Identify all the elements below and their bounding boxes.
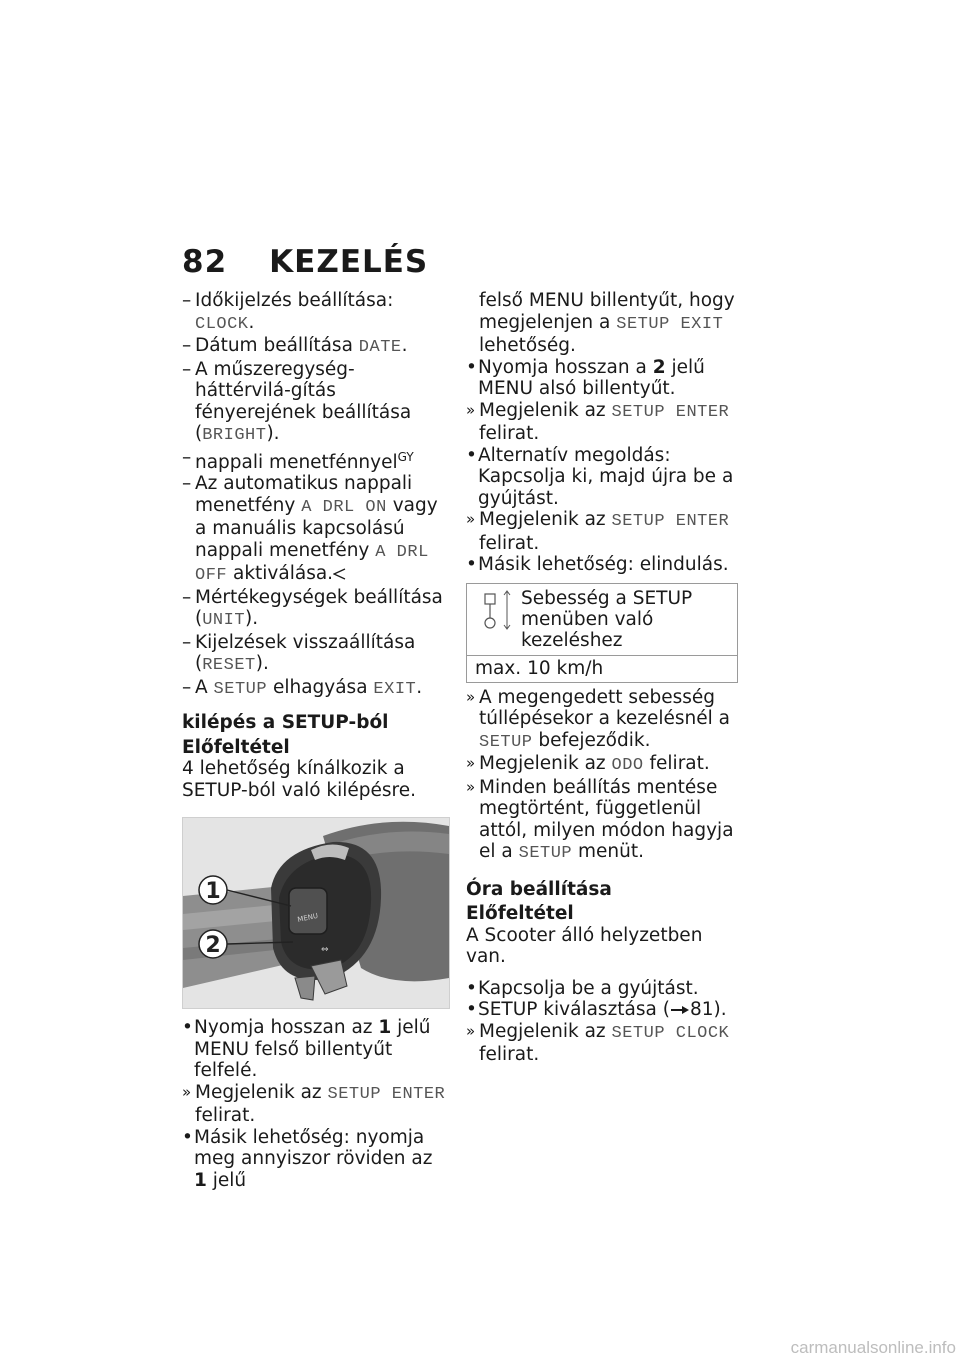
speedometer-icon	[467, 584, 517, 655]
list-item: » Megjelenik az SETUP ENTER felirat.	[466, 399, 730, 444]
list-item: » Megjelenik az SETUP CLOCK felirat.	[466, 1020, 730, 1065]
subsection-title: kilépés a SETUP-ból	[182, 712, 389, 734]
table-label: Sebesség a SETUP menüben való kezeléshez	[521, 587, 693, 651]
handlebar-switch-figure	[182, 817, 450, 1009]
callout-1: 1	[205, 879, 221, 905]
list-item: – Dátum beállítása DATE.	[182, 335, 408, 357]
prereq-text: A Scooter álló helyzetben van.	[466, 924, 703, 967]
right-column	[466, 290, 738, 1066]
callout-2: 2	[205, 933, 221, 959]
list-item: • Alternatív megoldás: Kapcsolja ki, majd újra be a gyújtást.	[466, 444, 734, 509]
list-item: » Megjelenik az ODO felirat.	[466, 753, 710, 775]
list-item: – A SETUP elhagyása EXIT.	[182, 676, 423, 699]
list-item: – nappali menetfénnyel$^{GY}$	[182, 446, 414, 473]
prereq-label: Előfeltétel	[466, 903, 574, 924]
list-item: • Kapcsolja be a gyújtást.	[466, 977, 699, 999]
list-item: » A megengedett sebesség túllépésekor a kezelésnél a SETUP befejeződik.	[466, 686, 731, 752]
watermark: carmanualsonline.info	[790, 1338, 956, 1357]
list-item: – Az automatikus nappali menetfény A DRL ON vagy a manuális kapcsolású nappali menetfény A DRL OFF aktiválása.	[182, 473, 438, 586]
list-item: – Mértékegységek beállítása (UNIT).	[182, 586, 443, 631]
page-reference[interactable]: 81	[689, 999, 714, 1020]
page-number: 82	[182, 244, 228, 280]
list-item: • Másik lehetőség: nyomja meg annyiszor röviden az 1 jelű	[182, 1126, 433, 1191]
list-item: – Kijelzések visszaállítása (RESET).	[182, 631, 416, 676]
list-item: • Másik lehetőség: elindulás.	[466, 554, 729, 575]
prereq-label: Előfeltétel	[182, 736, 290, 758]
page-reference-arrow-icon	[670, 1005, 690, 1015]
speed-limit-table	[466, 583, 738, 683]
handlebar-switch-illustration	[183, 818, 449, 1008]
section-title: KEZELÉS	[269, 244, 429, 280]
svg-text:⇔: ⇔	[321, 945, 329, 956]
prereq-text: 4 lehetőség kínálkozik a SETUP-ból való kilépésre.	[182, 758, 417, 801]
list-item: – Időkijelzés beállítása: CLOCK.	[182, 290, 394, 334]
list-item: » Minden beállítás mentése megtörtént, függetlenül attól, milyen módon hagyja el a SETUP menüt.	[466, 776, 734, 863]
table-value: max. 10 km/h	[475, 657, 604, 679]
list-item: – A műszeregység-háttérvilá-gítás fényerejének beállítása (BRIGHT).	[182, 358, 412, 445]
menu-label: MENU	[296, 911, 319, 925]
left-column	[182, 290, 450, 1191]
list-item: • Nyomja hosszan az 1 jelű MENU felső billentyűt felfelé.	[182, 1017, 431, 1082]
list-item: » Megjelenik az SETUP ENTER felirat.	[466, 509, 730, 554]
list-item-continuation: felső MENU billentyűt, hogy megjelenjen a SETUP EXIT lehetőség.	[479, 290, 735, 356]
page-header	[182, 244, 428, 280]
end-of-section-icon	[333, 568, 346, 580]
list-item: • Nyomja hosszan a 2 jelű MENU alsó billentyűt.	[466, 356, 705, 399]
list-item: » Megjelenik az SETUP ENTER felirat.	[182, 1081, 446, 1127]
list-item: • SETUP kiválasztása ( 81).	[466, 999, 727, 1020]
subsection-title: Óra beállítása	[466, 878, 612, 900]
